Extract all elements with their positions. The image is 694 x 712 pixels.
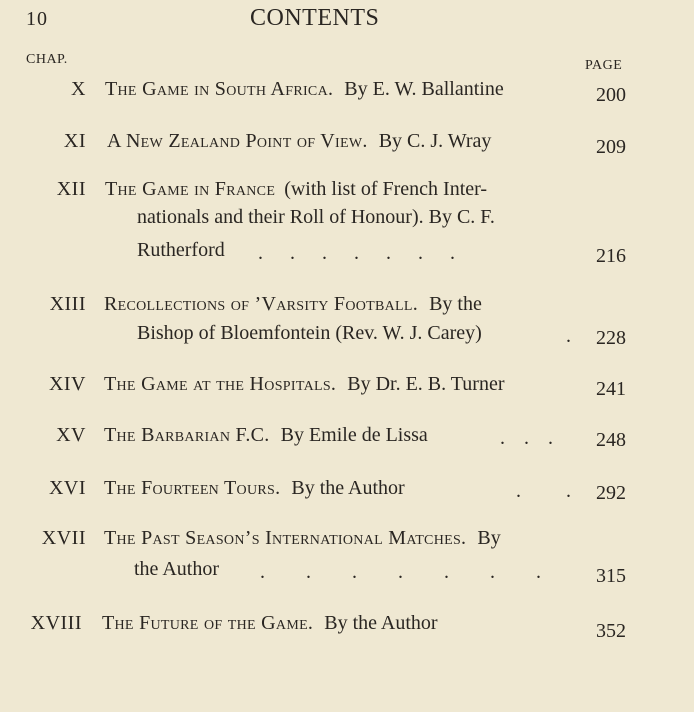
page-ref: 209 <box>596 136 626 158</box>
chapter-title: A New Zealand Point of View. <box>107 130 368 152</box>
chapter-title: The Future of the Game. <box>102 612 314 634</box>
chapter-number: XIV <box>48 373 86 395</box>
page-ref: 228 <box>596 327 626 349</box>
page-ref: 216 <box>596 245 626 267</box>
page-ref: 315 <box>596 565 626 587</box>
chapter-title: Recollections of ’Varsity Football. <box>104 293 419 315</box>
chapter-title: The Game at the Hospitals. <box>104 373 337 395</box>
chap-column-header: CHAP. <box>26 52 68 67</box>
chapter-number: XII <box>56 178 86 200</box>
leader-dots: . . . . . . . <box>260 561 541 583</box>
page-ref: 200 <box>596 84 626 106</box>
chapter-number: XVI <box>48 477 86 499</box>
leader-dots: . <box>566 325 571 347</box>
chapter-title-line2: Bishop of Bloemfontein (Rev. W. J. Carey) <box>137 322 482 344</box>
page-ref: 241 <box>596 378 626 400</box>
chapter-byline: By Emile de Lissa <box>280 424 428 446</box>
chapter-title: The Game in France <box>105 178 276 200</box>
page-title: CONTENTS <box>250 5 380 31</box>
chapter-byline: By E. W. Ballantine <box>344 78 504 100</box>
chapter-byline: By <box>477 527 501 549</box>
chapter-title: The Past Season’s International Matches. <box>104 527 467 549</box>
leader-dots: . . . <box>500 427 553 449</box>
chapter-title: The Barbarian F.C. <box>104 424 270 446</box>
page-ref: 292 <box>596 482 626 504</box>
page-number: 10 <box>26 8 48 30</box>
chapter-title-rest: (with list of French Inter- <box>284 178 488 200</box>
chapter-title: The Game in South Africa. <box>105 78 334 100</box>
chapter-byline: By Dr. E. B. Turner <box>347 373 505 395</box>
chapter-number: XIII <box>49 293 86 315</box>
chapter-byline: By the Author <box>291 477 405 499</box>
chapter-byline: By the Author <box>324 612 438 634</box>
chapter-title: The Fourteen Tours. <box>104 477 281 499</box>
page-column-header: PAGE <box>585 58 623 73</box>
chapter-title-line3: Rutherford <box>137 239 225 261</box>
chapter-title-line2: nationals and their Roll of Honour). By C. F. <box>137 206 495 228</box>
chapter-byline: By C. J. Wray <box>378 130 492 152</box>
page-ref: 352 <box>596 620 626 642</box>
chapter-number: X <box>71 78 86 100</box>
page-ref: 248 <box>596 429 626 451</box>
leader-dots: . . <box>516 480 571 502</box>
chapter-number: XVIII <box>30 612 82 634</box>
chapter-number: XV <box>56 424 86 446</box>
chapter-number: XI <box>63 130 86 152</box>
chapter-number: XVII <box>41 527 86 549</box>
leader-dots: . . . . . . . <box>258 242 455 264</box>
chapter-title-line2: the Author <box>134 558 219 580</box>
chapter-byline: By the <box>429 293 482 315</box>
